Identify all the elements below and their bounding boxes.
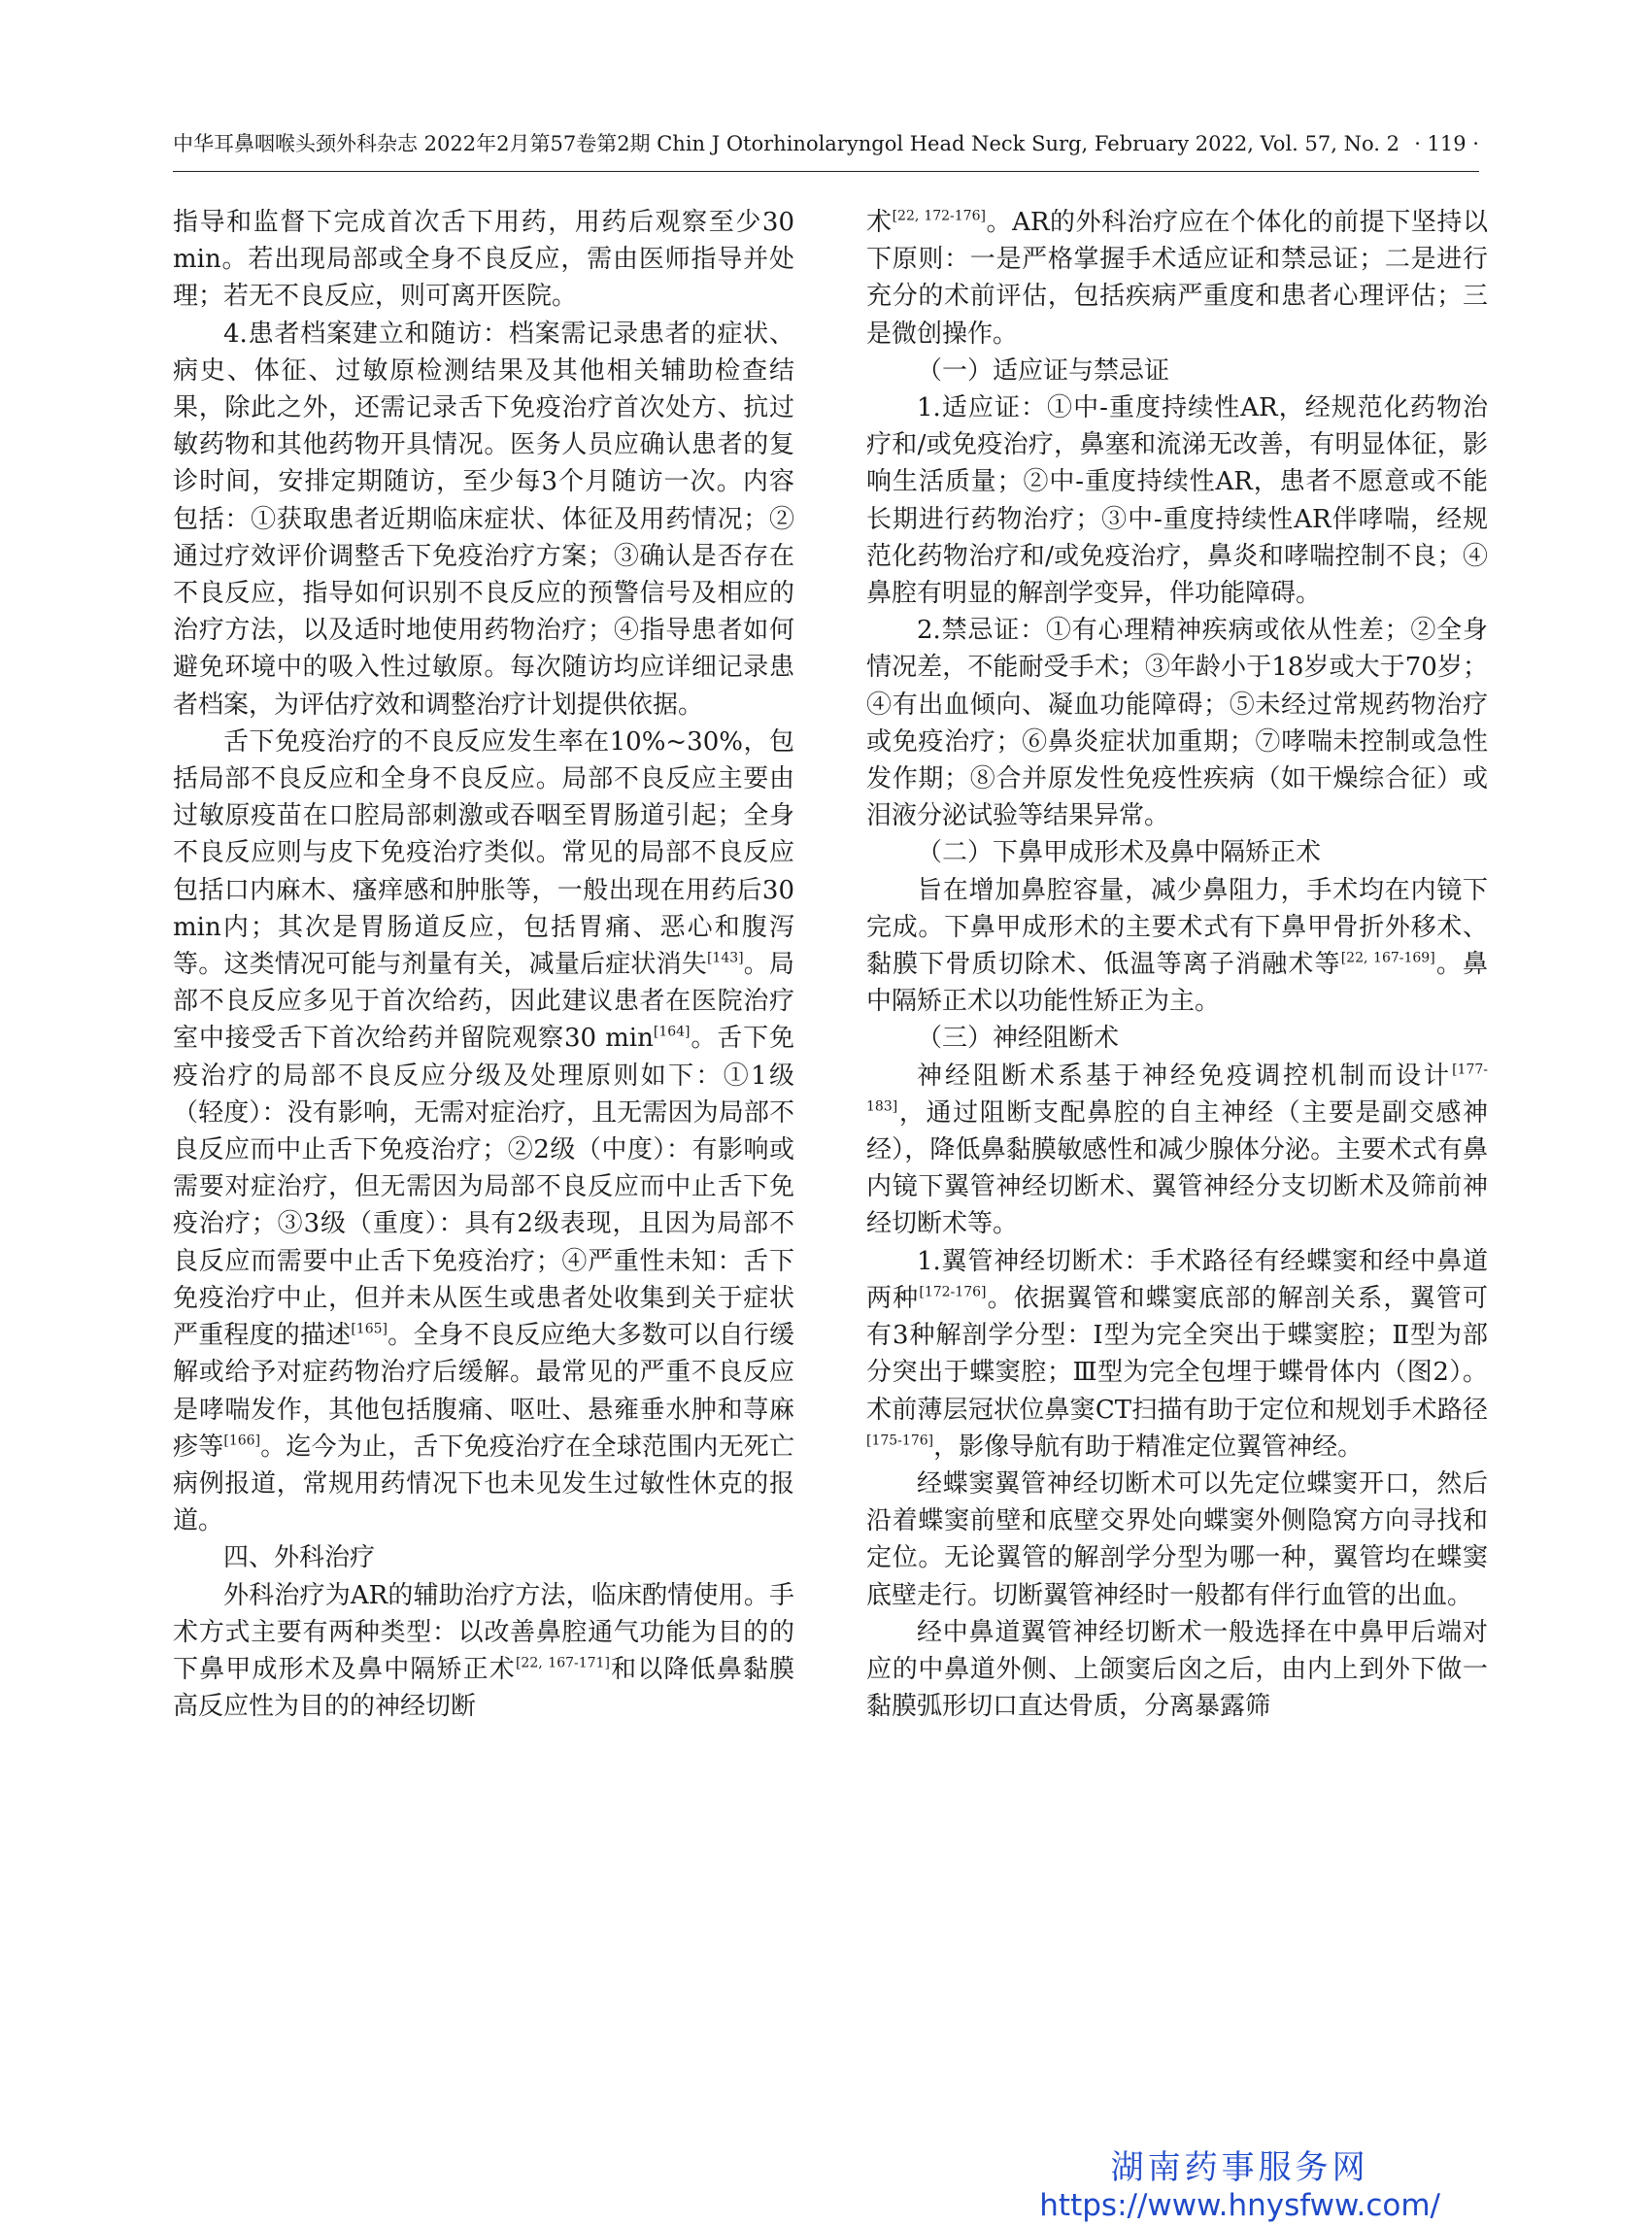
text-run: 1.适应证：①中-重度持续性AR，经规范化药物治疗和/或免疫治疗，鼻塞和流涕无改善，有明显体征，影响生活质量；②中-重度持续性AR，患者不愿意或不能长期进行药物治疗；③中-重度持续性AR伴哮喘，经规范化药物治疗和/或免疫治疗，鼻炎和哮喘控制不良；④鼻腔有明显的解剖学变异，伴功能障碍。 bbox=[866, 393, 1488, 609]
paragraph bbox=[866, 1020, 1488, 1057]
citation-ref: [22, 167-169] bbox=[1340, 950, 1435, 966]
text-run: 2.禁忌证：①有心理精神疾病或依从性差；②全身情况差，不能耐受手术；③年龄小于18岁或大于70岁；④有出血倾向、凝血功能障碍；⑤未经过常规药物治疗或免疫治疗；⑥鼻炎症状加重期；⑦哮喘未控制或急性发作期；⑧合并原发性免疫性疾病（如干燥综合征）或泪液分泌试验等结果异常。 bbox=[866, 616, 1488, 831]
text-run: 外科治疗为AR的辅助治疗方法，临床酌情使用。手术方式主要有两种类型：以改善鼻腔通气功能为目的的下鼻甲成形术及鼻中隔矫正术 bbox=[173, 1580, 794, 1684]
paragraph bbox=[866, 1466, 1488, 1614]
citation-ref: [22, 167-171] bbox=[515, 1655, 610, 1671]
text-run: 。迄今为止，舌下免疫治疗在全球范围内无死亡病例报道，常规用药情况下也未见发生过敏性休克的报道。 bbox=[173, 1432, 794, 1536]
text-run: 1.翼管神经切断术：手术路径有经蝶窦和经中鼻道两种 bbox=[866, 1246, 1488, 1313]
paragraph bbox=[866, 389, 1488, 612]
text-run: 四、外科治疗 bbox=[223, 1543, 376, 1573]
text-run: 经中鼻道翼管神经切断术一般选择在中鼻甲后端对应的中鼻道外侧、上颌窦后囟之后，由内上到外下做一黏膜弧形切口直达骨质，分离暴露筛 bbox=[866, 1617, 1488, 1722]
page-number: · 119 · bbox=[1414, 132, 1479, 155]
text-run: 舌下免疫治疗的不良反应发生率在10%~30%，包括局部不良反应和全身不良反应。局部不良反应主要由过敏原疫苗在口腔局部刺激或吞咽至胃肠道引起；全身不良反应则与皮下免疫治疗类似。常见的局部不良反应包括口内麻木、瘙痒感和肿胀等，一般出现在用药后30 min内；其次是胃肠道反应，包括胃痛、恶心和腹泻等。这类情况可能与剂量有关，减量后症状消失 bbox=[173, 726, 794, 980]
site-watermark bbox=[1039, 2148, 1440, 2224]
left-column bbox=[173, 204, 794, 1725]
text-run: 。鼻中隔矫正术以功能性矫正为主。 bbox=[866, 950, 1488, 1017]
text-run: 指导和监督下完成首次舌下用药，用药后观察至少30 min。若出现局部或全身不良反应，需由医师指导并处理；若无不良反应，则可离开医院。 bbox=[173, 208, 794, 312]
text-run: 。舌下免疫治疗的局部不良反应分级及处理原则如下：①1级（轻度）：没有影响，无需对症治疗，且无需因为局部不良反应而中止舌下免疫治疗；②2级（中度）：有影响或需要对症治疗，但无需因为局部不良反应而中止舌下免疫治疗；③3级（重度）：具有2级表现，且因为局部不良反应而需要中止舌下免疫治疗；④严重性未知：舌下免疫治疗中止，但并未从医生或患者处收集到关于症状严重程度的描述 bbox=[173, 1024, 794, 1351]
paragraph bbox=[866, 1614, 1488, 1726]
text-run: 4.患者档案建立和随访：档案需记录患者的症状、病史、体征、过敏原检测结果及其他相关辅助检查结果，除此之外，还需记录舌下免疫治疗首次处方、抗过敏药物和其他药物开具情况。医务人员应确认患者的复诊时间，安排定期随访，至少每3个月随访一次。内容包括：①获取患者近期临床症状、体征及用药情况；②通过疗效评价调整舌下免疫治疗方案；③确认是否存在不良反应，指导如何识别不良反应的预警信号及相应的治疗方法，以及适时地使用药物治疗；④指导患者如何避免环境中的吸入性过敏原。每次随访均应详细记录患者档案，为评估疗效和调整治疗计划提供依据。 bbox=[173, 319, 794, 720]
text-run: （二）下鼻甲成形术及鼻中隔矫正术 bbox=[917, 838, 1322, 868]
paragraph bbox=[866, 834, 1488, 871]
citation-ref: [143] bbox=[706, 950, 744, 966]
journal-citation: 中华耳鼻咽喉头颈外科杂志 2022年2月第57卷第2期 Chin J Otorhinolaryngol Head Neck Surg, February 2022, Vol. 57, No. 2 bbox=[173, 132, 1399, 155]
text-run: 。局部不良反应多见于首次给药，因此建议患者在医院治疗室中接受舌下首次给药并留院观察30 min bbox=[173, 950, 794, 1054]
text-run: （三）神经阻断术 bbox=[917, 1024, 1120, 1054]
paragraph bbox=[866, 204, 1488, 353]
paragraph bbox=[866, 1058, 1488, 1243]
running-header bbox=[173, 130, 1479, 157]
paragraph bbox=[173, 316, 794, 724]
right-column bbox=[866, 204, 1488, 1725]
citation-ref: [22, 172-176] bbox=[892, 208, 986, 224]
text-run: 旨在增加鼻腔容量，减少鼻阻力，手术均在内镜下完成。下鼻甲成形术的主要术式有下鼻甲骨折外移术、黏膜下骨质切除术、低温等离子消融术等 bbox=[866, 875, 1488, 980]
paragraph bbox=[866, 1243, 1488, 1466]
paragraph bbox=[173, 1577, 794, 1726]
paragraph bbox=[173, 724, 794, 1539]
text-run: （一）适应证与禁忌证 bbox=[917, 355, 1170, 386]
text-run: 和以降低鼻黏膜高反应性为目的的神经切断 bbox=[173, 1654, 794, 1722]
paragraph bbox=[866, 872, 1488, 1021]
paragraph bbox=[173, 204, 794, 316]
text-run: ，影像导航有助于精准定位翼管神经。 bbox=[933, 1432, 1364, 1462]
text-run: 。AR的外科治疗应在个体化的前提下坚持以下原则：一是严格掌握手术适应证和禁忌证；二是进行充分的术前评估，包括疾病严重度和患者心理评估；三是微创操作。 bbox=[866, 208, 1488, 349]
citation-ref: [165] bbox=[351, 1321, 388, 1337]
text-run: 。依据翼管和蝶窦底部的解剖关系，翼管可有3种解剖学分型：Ⅰ型为完全突出于蝶窦腔；Ⅱ型为部分突出于蝶窦腔；Ⅲ型为完全包埋于蝶骨体内（图2）。术前薄层冠状位鼻窦CT扫描有助于定位和规划手术路径 bbox=[866, 1283, 1488, 1425]
citation-ref: [177-183] bbox=[866, 1062, 1488, 1115]
watermark-url[interactable]: https://www.hnysfww.com/ bbox=[1039, 2188, 1440, 2223]
citation-ref: [164] bbox=[653, 1024, 691, 1040]
text-run: ，通过阻断支配鼻腔的自主神经（主要是副交感神经），降低鼻黏膜敏感性和减少腺体分泌。主要术式有鼻内镜下翼管神经切断术、翼管神经分支切断术及筛前神经切断术等。 bbox=[866, 1097, 1488, 1239]
citation-ref: [172-176] bbox=[919, 1284, 987, 1300]
paragraph bbox=[173, 1539, 794, 1576]
paragraph bbox=[866, 612, 1488, 834]
watermark-site-name: 湖南药事服务网 bbox=[1110, 2148, 1369, 2187]
paragraph bbox=[866, 353, 1488, 389]
citation-ref: [175-176] bbox=[866, 1433, 934, 1449]
text-run: 经蝶窦翼管神经切断术可以先定位蝶窦开口，然后沿着蝶窦前壁和底壁交界处向蝶窦外侧隐窝方向寻找和定位。无论翼管的解剖学分型为哪一种，翼管均在蝶窦底壁走行。切断翼管神经时一般都有伴行血管的出血。 bbox=[866, 1468, 1488, 1610]
text-run: 术 bbox=[866, 208, 893, 237]
text-run: 。全身不良反应绝大多数可以自行缓解或给予对症药物治疗后缓解。最常见的严重不良反应是哮喘发作，其他包括腹痛、呕吐、悬雍垂水肿和荨麻疹等 bbox=[173, 1321, 794, 1462]
citation-ref: [166] bbox=[223, 1433, 261, 1449]
text-run: 神经阻断术系基于神经免疫调控机制而设计 bbox=[917, 1061, 1453, 1091]
header-rule bbox=[173, 171, 1479, 172]
